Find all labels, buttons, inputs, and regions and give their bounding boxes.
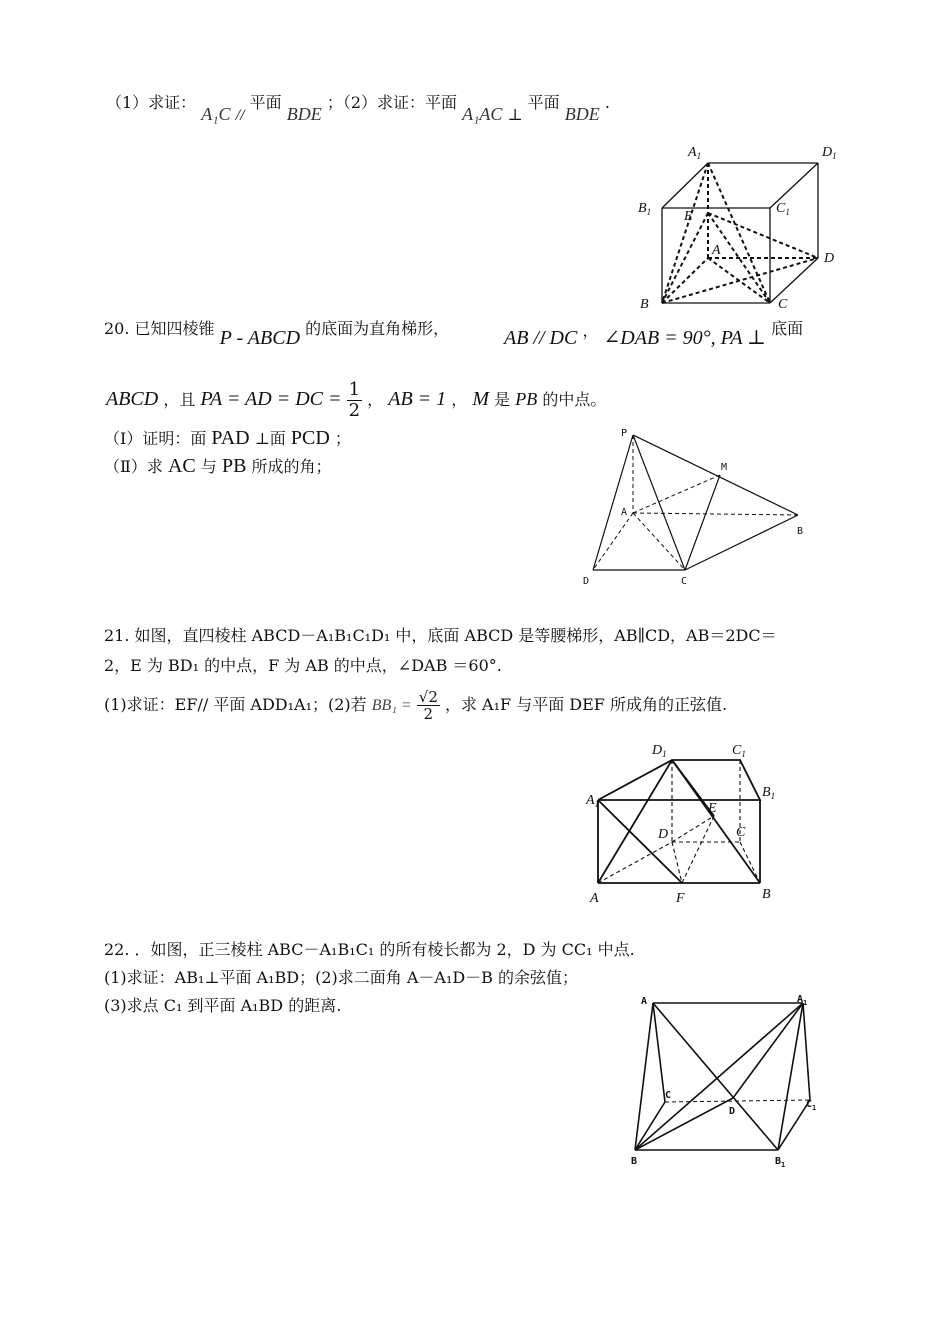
- q20-mid: 的中点。: [542, 390, 607, 409]
- q22-line1: 22. ．如图，正三棱柱 ABC－A₁B₁C₁ 的所有棱长都为 2，D 为 CC₁ 中点.: [104, 940, 635, 959]
- q20-line1b: [504, 319, 804, 349]
- q20-ab1: AB = 1: [388, 388, 447, 410]
- label-B: B: [762, 887, 771, 902]
- q21-line2: 2，E 为 BD₁ 的中点，F 为 AB 的中点，∠DAB ＝60°.: [104, 656, 502, 675]
- q20-pb2: PB: [221, 455, 247, 477]
- q22-line3: (3)求点 C₁ 到平面 A₁BD 的距离.: [104, 996, 342, 1015]
- q21-l3a: (1)求证：EF// 平面 ADD₁A₁；(2)若: [104, 695, 367, 714]
- q20-comma3: ，: [451, 390, 468, 409]
- q20-abcd: ABCD: [106, 388, 159, 410]
- q22-line2: (1)求证：AB₁⊥平面 A₁BD；(2)求二面角 A－A₁D－B 的余弦值；: [104, 968, 579, 987]
- label-A1: $A_1$: [797, 994, 808, 1007]
- label-B: B: [640, 297, 649, 312]
- label-D: D: [583, 576, 590, 587]
- q20-line2: [106, 380, 606, 424]
- label-D: D: [658, 827, 669, 842]
- label-A1: $A_1$: [586, 793, 600, 809]
- q20-dimian: 底面: [771, 319, 804, 338]
- q20-p2b: 所成的角；: [251, 457, 332, 476]
- q20-yu: 与: [200, 457, 217, 476]
- q20-qie: ，且: [163, 390, 196, 409]
- label-B1: $B_1$: [762, 785, 776, 801]
- q20-pb: PB: [515, 389, 538, 409]
- figure-triangular-prism: [625, 990, 830, 1170]
- q20-part1: [104, 428, 351, 449]
- q20-abdc: AB // DC: [504, 327, 578, 349]
- label-B1: $B_1$: [638, 201, 652, 217]
- label-A1: $A_1$: [688, 145, 702, 161]
- label-A: A: [712, 243, 721, 258]
- q21-bb1: BB₁ =: [371, 697, 412, 714]
- q19-bde2: BDE: [564, 104, 600, 124]
- label-E: E: [684, 209, 693, 224]
- label-C1: $C_1$: [732, 743, 746, 759]
- q20-comma2: ，: [367, 390, 384, 409]
- q19-a1ac: A₁AC: [462, 104, 503, 124]
- q20-eq: PA = AD = DC =: [200, 388, 342, 410]
- q20-num: 1: [348, 379, 361, 400]
- label-C1: $C_1$: [776, 201, 790, 217]
- q20-pad: PAD: [211, 427, 250, 449]
- figure-pyramid: [575, 420, 815, 595]
- q19-bde1: BDE: [286, 104, 322, 124]
- q19-line: [106, 92, 610, 124]
- q19-plane2: 平面: [527, 93, 560, 112]
- q20-p1c: ；: [334, 429, 351, 448]
- label-E: E: [708, 801, 717, 816]
- label-M: M: [721, 462, 728, 473]
- q20-angle: ∠DAB = 90°, PA ⊥: [603, 327, 766, 349]
- q20-p1b: ⊥面: [254, 429, 286, 448]
- q20-pcd: PCD: [290, 427, 330, 449]
- q20-fraction: [347, 380, 362, 421]
- q21-den: 2: [423, 705, 434, 723]
- q20-comma: ，: [582, 321, 599, 340]
- label-C1: $C_1$: [806, 1099, 817, 1112]
- q19-perp: ⊥: [507, 105, 523, 124]
- q21-line3: [104, 688, 727, 723]
- q20-part2: [104, 456, 332, 477]
- figure-cube: [630, 138, 850, 318]
- q21-sqrt: √2: [418, 688, 438, 706]
- label-A: A: [621, 507, 628, 518]
- label-A: A: [641, 996, 648, 1007]
- q20-ac: AC: [167, 455, 196, 477]
- q20-den: 2: [348, 400, 361, 421]
- label-C: C: [681, 576, 688, 587]
- q20-line1: [104, 318, 450, 349]
- q19-prefix: （1）求证：: [106, 93, 197, 112]
- q19-sep: ；（2）求证：平面: [326, 93, 458, 112]
- q20-shi: 是: [494, 390, 511, 409]
- figure-prism: [582, 738, 792, 908]
- label-D1: $D_1$: [822, 145, 837, 161]
- q21-l3b: ，求 A₁F 与平面 DEF 所成角的正弦值.: [444, 695, 728, 714]
- q20-p1a: （Ⅰ）证明：面: [104, 429, 207, 448]
- label-B: B: [797, 526, 804, 537]
- label-B1: $B_1$: [775, 1156, 786, 1169]
- label-D1: $D_1$: [652, 743, 667, 759]
- q20-pabcd: P - ABCD: [219, 327, 301, 349]
- q20-base: 的底面为直角梯形，: [305, 319, 450, 338]
- label-F: F: [676, 891, 685, 906]
- label-A: A: [590, 891, 599, 906]
- q19-a1c: A₁C: [201, 104, 231, 124]
- q21-line1: 21. 如图，直四棱柱 ABCD－A₁B₁C₁D₁ 中，底面 ABCD 是等腰梯形，AB∥CD，AB＝2DC＝: [104, 626, 777, 645]
- label-B: B: [631, 1156, 638, 1167]
- label-D: D: [824, 251, 835, 266]
- q20-p2a: （Ⅱ）求: [104, 457, 163, 476]
- q19-parallel: //: [235, 107, 245, 124]
- q19-dot: .: [604, 93, 610, 112]
- q20-m: M: [472, 388, 490, 410]
- label-C: C: [665, 1090, 672, 1101]
- label-C: C: [736, 825, 746, 840]
- q19-plane1: 平面: [249, 93, 282, 112]
- q21-fraction: [417, 689, 440, 722]
- label-P: P: [621, 428, 628, 439]
- q20-intro: 20. 已知四棱锥: [104, 319, 215, 338]
- label-C: C: [778, 297, 788, 312]
- label-D: D: [729, 1106, 736, 1117]
